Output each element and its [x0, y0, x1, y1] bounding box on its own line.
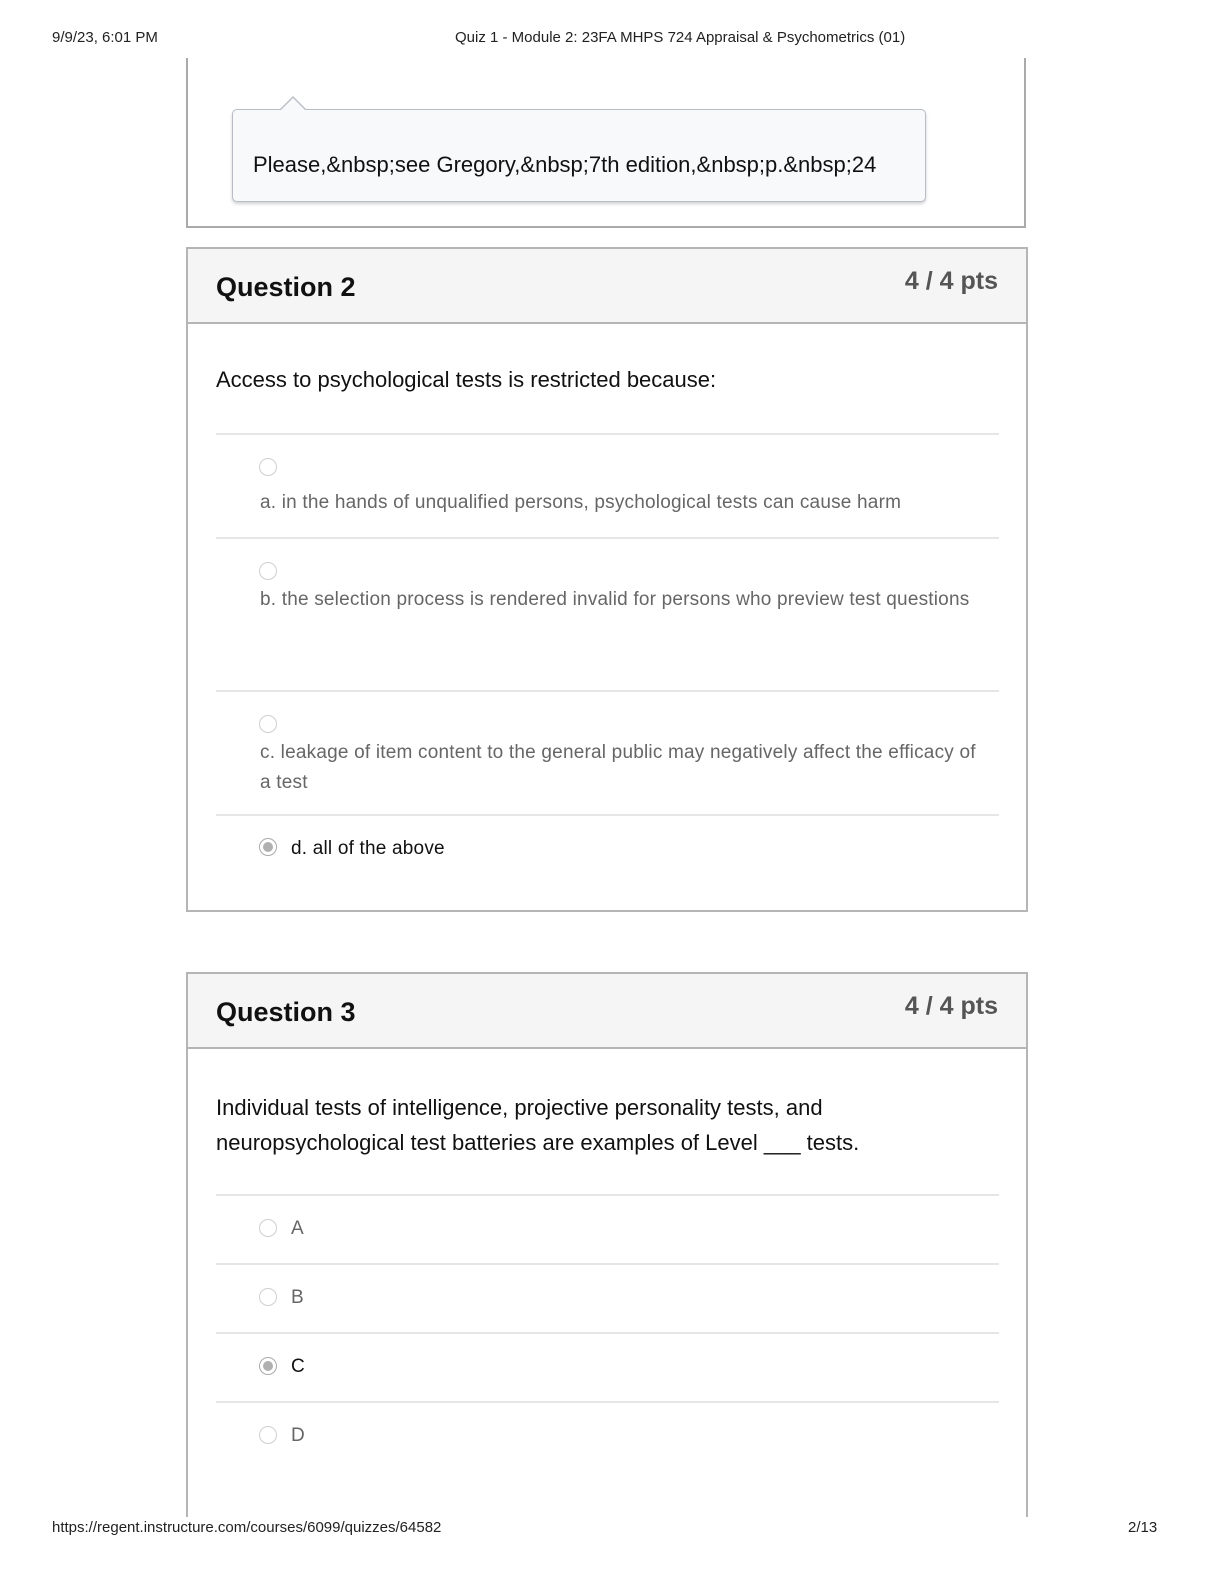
answer-option-c[interactable] — [216, 1332, 999, 1401]
radio-button[interactable] — [259, 1219, 277, 1237]
question-text: Access to psychological tests is restricted because: — [216, 367, 717, 392]
print-date: 9/9/23, 6:01 PM — [52, 29, 158, 46]
answer-option-d[interactable] — [216, 1401, 999, 1470]
answer-option-a[interactable] — [216, 1194, 999, 1263]
answer-label: A — [291, 1218, 304, 1239]
question-2 — [186, 247, 1028, 912]
answer-option-a[interactable] — [216, 433, 999, 537]
answer-label: C — [291, 1356, 305, 1377]
question-points: 4 / 4 pts — [904, 267, 998, 295]
radio-button[interactable] — [259, 562, 277, 580]
radio-button-selected[interactable] — [259, 838, 277, 856]
question-points: 4 / 4 pts — [904, 992, 998, 1020]
answer-option-c[interactable] — [216, 690, 999, 814]
print-page-number: 2/13 — [1128, 1519, 1158, 1536]
answer-label: D — [291, 1425, 305, 1446]
radio-button[interactable] — [259, 715, 277, 733]
answer-label: b. the selection process is rendered invalid for persons who preview test questions — [260, 589, 970, 610]
question-3 — [186, 972, 1028, 1517]
radio-button[interactable] — [259, 458, 277, 476]
radio-button-selected[interactable] — [259, 1357, 277, 1375]
question-text: Individual tests of intelligence, projective personality tests, and neuropsychological test batteries are examples of Level ___ tests. — [216, 1095, 860, 1155]
answer-comment-text: Please,&nbsp;see Gregory,&nbsp;7th edition,&nbsp;p.&nbsp;24 — [253, 152, 877, 177]
print-page-title: Quiz 1 - Module 2: 23FA MHPS 724 Appraisal & Psychometrics (01) — [455, 29, 906, 46]
question-header — [188, 249, 1026, 324]
answer-label: a. in the hands of unqualified persons, psychological tests can cause harm — [260, 492, 902, 513]
answer-label: c. leakage of item content to the general public may negatively affect the efficacy of a test — [260, 742, 976, 793]
previous-question-box — [186, 58, 1026, 228]
question-title: Question 2 — [216, 272, 356, 302]
question-title: Question 3 — [216, 997, 356, 1027]
answer-label: d. all of the above — [291, 838, 445, 859]
answer-label: B — [291, 1287, 304, 1308]
print-url: https://regent.instructure.com/courses/6099/quizzes/64582 — [52, 1519, 442, 1536]
answer-comment-bubble — [232, 109, 926, 202]
radio-button[interactable] — [259, 1426, 277, 1444]
radio-button[interactable] — [259, 1288, 277, 1306]
answer-option-b[interactable] — [216, 537, 999, 690]
answer-option-b[interactable] — [216, 1263, 999, 1332]
question-header — [188, 974, 1026, 1049]
answer-option-d[interactable] — [216, 814, 999, 910]
